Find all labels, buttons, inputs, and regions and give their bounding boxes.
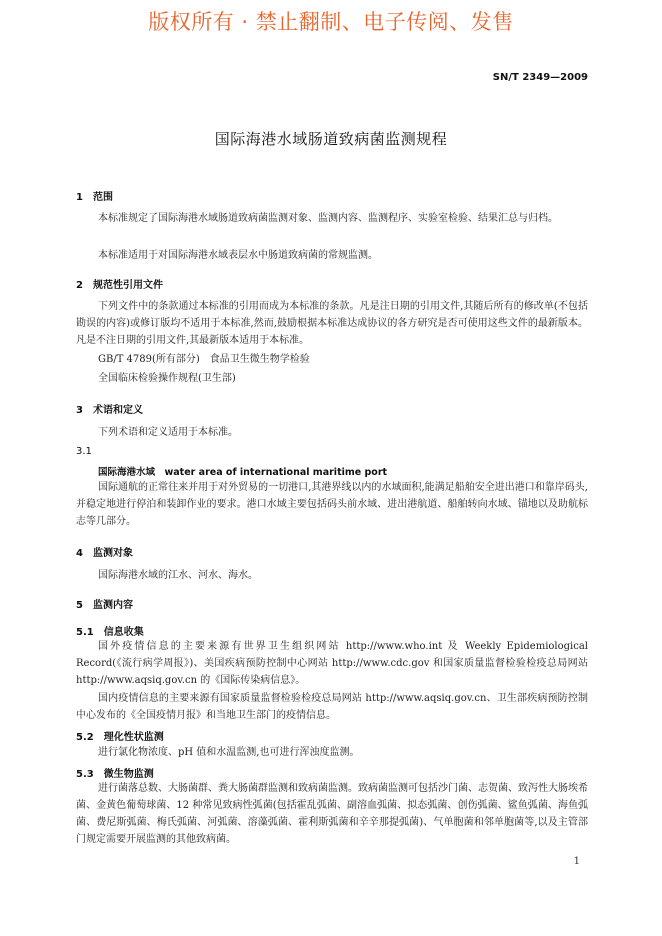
paragraph: 本标准规定了国际海港水域肠道致病菌监测对象、监测内容、监测程序、实验室检验、结果汇总与归档。: [98, 213, 558, 224]
subsection-heading-physicochemical: 5.2 理化性状监测: [76, 732, 164, 743]
paragraph: 进行菌落总数、大肠菌群、粪大肠菌群监测和致病菌监测。致病菌监测可包括沙门菌、志贺菌、致泻性大肠埃希菌、金黄色葡萄球菌、12 种常见致病性弧菌(包括霍乱弧菌、副溶血弧菌、拟态弧菌、创伤弧菌、鲨鱼弧菌、海鱼弧菌、费尼斯弧菌、梅氏弧菌、河弧菌、溶藻弧菌、霍利斯弧菌和辛辛那提弧菌)、气单胞菌和邻单胞菌等,以及主管部门规定需要开展监测的其他致病菌。: [76, 783, 588, 845]
section-heading-scope: 1 范围: [76, 192, 113, 203]
paragraph: 国际海港水域的江水、河水、海水。: [98, 570, 258, 581]
section-heading-monitoring-objects: 4 监测对象: [76, 548, 133, 559]
subsection-heading-information-collection: 5.1 信息收集: [76, 627, 144, 638]
section-heading-monitoring-content: 5 监测内容: [76, 600, 133, 611]
clause-number: 3.1: [76, 446, 92, 457]
section-heading-normative-references: 2 规范性引用文件: [76, 280, 163, 291]
watermark: 版权所有 · 禁止翻制、电子传阅、发售: [148, 10, 514, 34]
document-title: 国际海港水域肠道致病菌监测规程: [214, 130, 448, 148]
term-title: 国际海港水域 water area of international maritime port: [98, 467, 388, 478]
paragraph: 下列文件中的条款通过本标准的引用而成为本标准的条款。凡是注日期的引用文件,其随后所有的修改单(不包括勘误的内容)或修订版均不适用于本标准,然而,鼓励根据本标准达成协议的各方研究是否可使用这些文件的最新版本。凡是不注日期的引用文件,其最新版本适用于本标准。: [76, 301, 588, 346]
paragraph: 国内疫情信息的主要来源有国家质量监督检验检疫总局网站 http://www.aqsiq.gov.cn、卫生部疾病预防控制中心发布的《全国疫情月报》和当地卫生部门的疫情信息。: [76, 693, 588, 721]
paragraph: 进行氯化物浓度、pH 值和水温监测,也可进行浑浊度监测。: [98, 747, 360, 758]
standard-number: SN/T 2349—2009: [492, 72, 588, 83]
paragraph: 下列术语和定义适用于本标准。: [98, 427, 238, 438]
page-number: 1: [573, 856, 580, 867]
term-definition: 国际通航的正常往来并用于对外贸易的一切港口,其港界线以内的水域面积,能满足船舶安全进出港口和靠岸码头,并稳定地进行停泊和装卸作业的要求。港口水域主要包括码头前水域、进出港航道、船舶转向水域、锚地以及助航标志等几部分。: [76, 482, 588, 527]
reference-item: GB/T 4789(所有部分) 食品卫生微生物学检验: [98, 354, 310, 365]
subsection-heading-microbiological: 5.3 微生物监测: [76, 769, 154, 780]
paragraph: 国外疫情信息的主要来源有世界卫生组织网站 http://www.who.int 及 Weekly Epidemiological Record(《流行病学周报》)、美国疾病预防控制中心网站 http://www.cdc.gov 和国家质量监督检验检疫总局网站 http://www.aqsiq.gov.cn 的《国际传染病信息》。: [76, 641, 588, 686]
reference-item: 全国临床检验操作规程(卫生部): [98, 373, 236, 384]
paragraph: 本标准适用于对国际海港水域表层水中肠道致病菌的常规监测。: [98, 250, 378, 261]
section-heading-terms: 3 术语和定义: [76, 405, 143, 416]
